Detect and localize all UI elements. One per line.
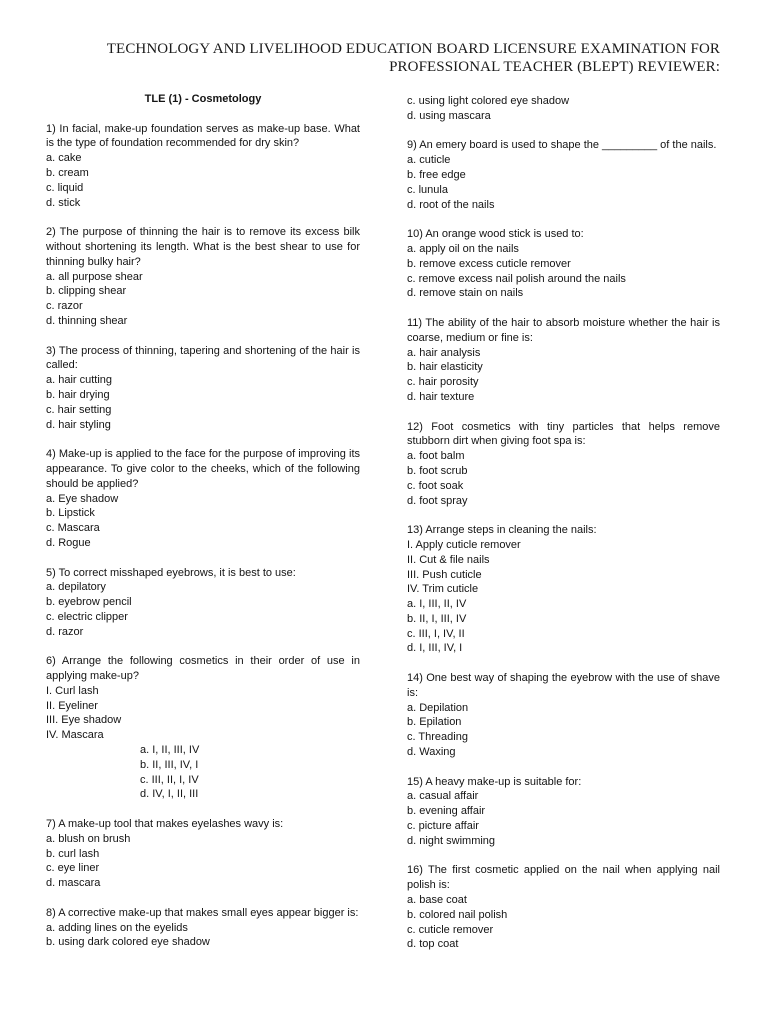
- question-block: [46, 225, 360, 329]
- answer-option: d. Rogue: [46, 536, 91, 549]
- answer-option: b. Epilation: [407, 716, 462, 729]
- question-text: 6) Arrange the following cosmetics in their order of use in applying make-up?: [46, 655, 360, 683]
- answer-option: d. Waxing: [407, 746, 456, 759]
- question-block: [407, 316, 720, 405]
- header-line-1: TECHNOLOGY AND LIVELIHOOD EDUCATION BOARD LICENSURE EXAMINATION FOR: [106, 41, 720, 57]
- answer-choice: b. II, III, IV, I: [140, 758, 199, 771]
- document-header: [20, 40, 720, 76]
- question-text: 11) The ability of the hair to absorb moisture whether the hair is coarse, medium or fine is:: [407, 316, 720, 344]
- question-block: [407, 775, 720, 849]
- question-block: [46, 566, 360, 640]
- question-block: [407, 523, 720, 656]
- answer-option: a. I, III, II, IV: [407, 598, 467, 611]
- question-text: 7) A make-up tool that makes eyelashes wavy is:: [46, 818, 284, 831]
- answer-option: b. foot scrub: [407, 464, 468, 477]
- answer-option: c. lunula: [407, 183, 448, 196]
- answer-option: b. cream: [46, 166, 89, 179]
- answer-option: IV. Trim cuticle: [407, 583, 479, 596]
- question-text: 1) In facial, make-up foundation serves as make-up base. What is the type of foundation recommended for dry skin?: [46, 122, 360, 150]
- left-column: [46, 92, 360, 965]
- answer-option: III. Push cuticle: [407, 568, 482, 581]
- answer-option: d. razor: [46, 625, 84, 638]
- answer-option: c. III, I, IV, II: [407, 627, 465, 640]
- question-text: 12) Foot cosmetics with tiny particles that helps remove stubborn dirt when giving foot spa is:: [407, 420, 720, 448]
- question-block: [407, 671, 720, 760]
- question-text: 8) A corrective make-up that makes small eyes appear bigger is:: [46, 906, 359, 919]
- answer-option: a. apply oil on the nails: [407, 242, 519, 255]
- answer-choice: d. IV, I, II, III: [140, 788, 199, 801]
- question-block: [46, 447, 360, 551]
- answer-option: III. Eye shadow: [46, 714, 122, 727]
- answer-option: d. remove stain on nails: [407, 287, 524, 300]
- answer-option: b. free edge: [407, 168, 466, 181]
- answer-option: d. hair styling: [46, 418, 111, 431]
- answer-option: a. all purpose shear: [46, 270, 143, 283]
- question-block: [407, 420, 720, 509]
- answer-option: d. hair texture: [407, 390, 475, 403]
- question-text: 3) The process of thinning, tapering and shortening of the hair is called:: [46, 344, 360, 372]
- right-question-list: [407, 138, 720, 952]
- answer-option: d. using mascara: [407, 109, 491, 122]
- answer-option: I. Apply cuticle remover: [407, 538, 521, 551]
- answer-option: II. Cut & file nails: [407, 553, 490, 566]
- answer-option: b. curl lash: [46, 847, 100, 860]
- answer-option: a. adding lines on the eyelids: [46, 921, 188, 934]
- answer-option: b. hair drying: [46, 388, 110, 401]
- answer-option: b. eyebrow pencil: [46, 596, 132, 609]
- answer-option: a. cuticle: [407, 154, 451, 167]
- answer-option: a. blush on brush: [46, 832, 131, 845]
- answer-option: b. colored nail polish: [407, 908, 508, 921]
- answer-option: c. cuticle remover: [407, 923, 494, 936]
- answer-option: b. hair elasticity: [407, 361, 483, 374]
- question-text: 4) Make-up is applied to the face for the purpose of improving its appearance. To give color to the cheeks, which of the following should be applied?: [46, 448, 360, 490]
- answer-option: I. Curl lash: [46, 684, 99, 697]
- question-text: 9) An emery board is used to shape the _________ of the nails.: [407, 139, 717, 152]
- answer-option: c. foot soak: [407, 479, 464, 492]
- question-block: [46, 906, 360, 950]
- answer-option: a. Depilation: [407, 701, 469, 714]
- answer-option: d. stick: [46, 196, 81, 209]
- question-text: 13) Arrange steps in cleaning the nails:: [407, 524, 597, 537]
- answer-option: d. I, III, IV, I: [407, 642, 463, 655]
- answer-option: a. cake: [46, 152, 82, 165]
- question-text: 10) An orange wood stick is used to:: [407, 228, 584, 241]
- answer-option: II. Eyeliner: [46, 699, 98, 712]
- answer-option: c. hair setting: [46, 403, 112, 416]
- answer-option: a. Eye shadow: [46, 492, 119, 505]
- answer-option: IV. Mascara: [46, 729, 104, 742]
- answer-option: d. night swimming: [407, 834, 496, 847]
- question-text: 2) The purpose of thinning the hair is to remove its excess bilk without shortening its length. What is the best shear to use for thinning bulky hair?: [46, 226, 360, 268]
- section-title: TLE (1) - Cosmetology: [144, 93, 262, 105]
- question-text: 15) A heavy make-up is suitable for:: [407, 775, 582, 788]
- question-block: [407, 138, 720, 212]
- answer-option: d. thinning shear: [46, 314, 128, 327]
- question-8-continuation: [407, 94, 720, 124]
- question-block: [46, 654, 360, 802]
- question-text: 5) To correct misshaped eyebrows, it is best to use:: [46, 566, 296, 579]
- question-text: 16) The first cosmetic applied on the nail when applying nail polish is:: [407, 864, 720, 892]
- answer-option: b. using dark colored eye shadow: [46, 936, 210, 949]
- answer-option: a. foot balm: [407, 450, 465, 463]
- answer-choices: [46, 743, 360, 802]
- answer-option: a. base coat: [407, 894, 467, 907]
- answer-option: c. electric clipper: [46, 610, 128, 623]
- left-question-list: [46, 122, 360, 951]
- answer-option: c. hair porosity: [407, 376, 479, 389]
- answer-option: b. remove excess cuticle remover: [407, 257, 571, 270]
- answer-option: c. eye liner: [46, 862, 100, 875]
- question-block: [46, 344, 360, 433]
- answer-option: c. using light colored eye shadow: [407, 95, 570, 107]
- header-line-2: PROFESSIONAL TEACHER (BLEPT) REVIEWER:: [389, 59, 720, 75]
- question-text: 14) One best way of shaping the eyebrow with the use of shave is:: [407, 672, 720, 699]
- answer-option: b. clipping shear: [46, 285, 127, 298]
- answer-option: c. liquid: [46, 181, 84, 194]
- answer-option: d. foot spray: [407, 494, 468, 507]
- answer-option: a. casual affair: [407, 790, 479, 803]
- answer-option: d. root of the nails: [407, 198, 495, 211]
- question-block: [46, 817, 360, 891]
- right-column: [407, 94, 720, 967]
- answer-option: a. hair cutting: [46, 374, 113, 387]
- answer-option: b. Lipstick: [46, 507, 95, 520]
- answer-option: d. mascara: [46, 877, 101, 890]
- answer-option: d. top coat: [407, 938, 459, 951]
- answer-option: b. evening affair: [407, 805, 486, 818]
- answer-option: c. remove excess nail polish around the nails: [407, 272, 626, 285]
- answer-option: c. Mascara: [46, 522, 100, 535]
- answer-option: a. depilatory: [46, 581, 106, 594]
- answer-choice: a. I, II, III, IV: [140, 744, 200, 757]
- question-block: [407, 227, 720, 301]
- answer-option: c. picture affair: [407, 820, 479, 833]
- answer-option: c. Threading: [407, 731, 468, 744]
- answer-choice: c. III, II, I, IV: [140, 773, 199, 786]
- answer-option: c. razor: [46, 300, 83, 313]
- question-block: [46, 122, 360, 211]
- question-block: [407, 863, 720, 952]
- answer-option: a. hair analysis: [407, 346, 481, 359]
- answer-option: b. II, I, III, IV: [407, 612, 467, 625]
